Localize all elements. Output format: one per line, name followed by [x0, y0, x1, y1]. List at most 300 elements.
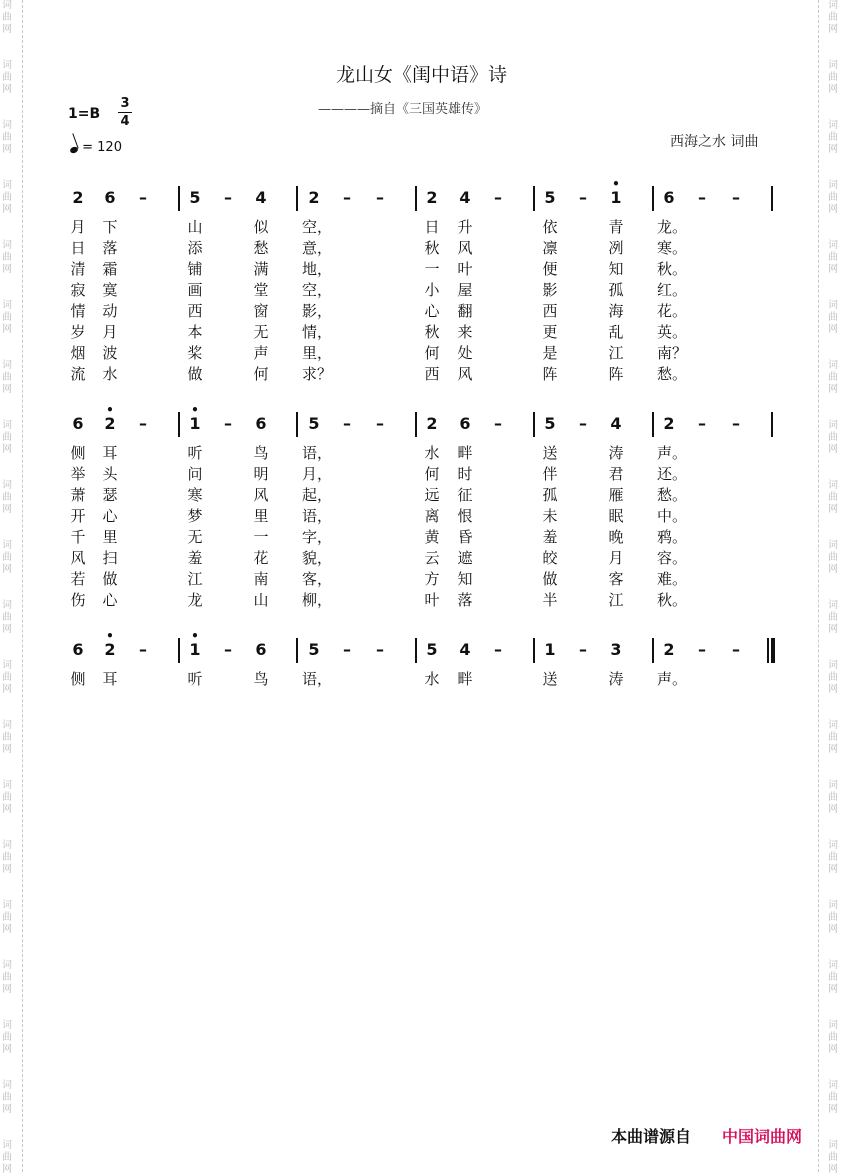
lyric-char: 远: [424, 486, 440, 504]
watermark-char: 网: [2, 384, 12, 395]
lyric-char: 伴: [542, 465, 558, 483]
note-value: –: [376, 640, 384, 659]
note-value: 2: [72, 188, 84, 207]
watermark-char: 曲: [828, 252, 838, 263]
lyric-char: 秋。: [657, 260, 688, 278]
lyric-char: 遮: [457, 549, 473, 567]
lyric-char: 风: [253, 486, 269, 504]
watermark-char: 词: [2, 300, 12, 311]
watermark-char: 曲: [828, 552, 838, 563]
lyric-char: 地，: [302, 260, 333, 278]
watermark-char: 词: [828, 120, 838, 131]
lyric-char: 南？: [657, 344, 688, 362]
watermark-char: 词: [828, 840, 838, 851]
watermark-char: 词: [828, 780, 838, 791]
lyric-char: 风: [457, 365, 473, 383]
watermark-stamp: [826, 960, 840, 996]
lyric-char: 龙。: [657, 218, 688, 236]
note: [486, 414, 510, 433]
lyric-char: 南: [253, 570, 269, 588]
lyric-char: 海: [608, 302, 624, 320]
watermark-stamp: [0, 960, 14, 996]
note-value: –: [698, 188, 706, 207]
lyric-char: 岁: [70, 323, 86, 341]
lyric-char: 里，: [302, 344, 333, 362]
note: [131, 414, 155, 433]
lyric-char: 容。: [657, 549, 688, 567]
note: [66, 414, 90, 433]
lyric-char: 山: [187, 218, 203, 236]
watermark-char: 网: [2, 924, 12, 935]
lyric-char: 意，: [302, 239, 333, 257]
watermark-stamp: [0, 1020, 14, 1056]
watermark-char: 曲: [2, 612, 12, 623]
lyric-char: 屋: [457, 281, 473, 299]
note-value: –: [579, 414, 587, 433]
lyric-char: 愁。: [657, 365, 688, 383]
watermark-char: 曲: [828, 492, 838, 503]
lyric-char: 雁: [608, 486, 624, 504]
lyric-char: 寞: [102, 281, 118, 299]
lyric-char: 柳，: [302, 591, 333, 609]
watermark-stamp: [826, 600, 840, 636]
watermark-char: 网: [828, 384, 838, 395]
watermark-char: 曲: [828, 1152, 838, 1163]
lyric-char: 桨: [187, 344, 203, 362]
lyric-char: 心: [424, 302, 440, 320]
watermark-char: 词: [2, 960, 12, 971]
time-signature-bar: [118, 112, 132, 113]
lyric-char: 征: [457, 486, 473, 504]
watermark-char: 词: [828, 480, 838, 491]
note: [690, 414, 714, 433]
watermark-char: 曲: [2, 1152, 12, 1163]
note-value: 5: [544, 414, 556, 433]
note-value: 5: [544, 188, 556, 207]
note: [604, 640, 628, 659]
watermark-stamp: [0, 0, 14, 36]
note-value: –: [139, 640, 147, 659]
note: [690, 640, 714, 659]
watermark-char: 词: [828, 180, 838, 191]
watermark-char: 曲: [828, 912, 838, 923]
note-value: 2: [426, 414, 438, 433]
note: [66, 188, 90, 207]
watermark-char: 网: [828, 204, 838, 215]
lyric-char: 空，: [302, 218, 333, 236]
note-value: –: [139, 414, 147, 433]
watermark-char: 网: [2, 504, 12, 515]
lyric-char: 动: [102, 302, 118, 320]
lyric-char: 月: [102, 323, 118, 341]
lyric-char: 听: [187, 670, 203, 688]
note: [368, 414, 392, 433]
lyric-char: 千: [70, 528, 86, 546]
note-value: –: [343, 640, 351, 659]
note: [216, 188, 240, 207]
lyric-char: 秋: [424, 323, 440, 341]
footer-site-name: 中国词曲网: [722, 1127, 803, 1146]
lyric-char: 寒。: [657, 239, 688, 257]
watermark-stamp: [0, 360, 14, 396]
lyric-char: 阵: [542, 365, 558, 383]
lyric-char: 一: [424, 260, 440, 278]
note-value: 6: [255, 414, 267, 433]
lyric-char: 依: [542, 218, 558, 236]
watermark-char: 网: [828, 504, 838, 515]
lyric-char: 英。: [657, 323, 688, 341]
watermark-char: 词: [2, 240, 12, 251]
lyric-char: 何: [253, 365, 269, 383]
note: [302, 414, 326, 433]
watermark-char: 网: [2, 984, 12, 995]
song-subtitle: ————摘自《三国英雄传》: [318, 102, 488, 117]
bar-line: [652, 186, 654, 211]
watermark-char: 曲: [2, 192, 12, 203]
lyric-char: 处: [457, 344, 473, 362]
note-value: 2: [663, 414, 675, 433]
watermark-stamp: [0, 420, 14, 456]
watermark-char: 网: [828, 924, 838, 935]
watermark-char: 网: [828, 24, 838, 35]
note-value: 1: [189, 640, 201, 659]
note-value: –: [139, 188, 147, 207]
lyric-char: 是: [542, 344, 558, 362]
watermark-char: 词: [828, 720, 838, 731]
lyric-char: 貌，: [302, 549, 333, 567]
watermark-stamp: [0, 1080, 14, 1116]
lyric-char: 云: [424, 549, 440, 567]
note-value: –: [343, 188, 351, 207]
watermark-char: 网: [828, 564, 838, 575]
watermark-char: 词: [828, 600, 838, 611]
note-value: –: [224, 414, 232, 433]
note-value: –: [732, 414, 740, 433]
lyric-char: 羞: [542, 528, 558, 546]
lyric-char: 水: [102, 365, 118, 383]
lyric-char: 日: [424, 218, 440, 236]
lyric-char: 下: [102, 218, 118, 236]
lyric-char: 龙: [187, 591, 203, 609]
note: [183, 403, 207, 433]
watermark-char: 曲: [828, 312, 838, 323]
note: [335, 188, 359, 207]
watermark-stamp: [0, 780, 14, 816]
note: [249, 188, 273, 207]
note-value: 2: [308, 188, 320, 207]
lyric-char: 鸦。: [657, 528, 688, 546]
watermark-char: 曲: [828, 1032, 838, 1043]
note-value: 5: [308, 640, 320, 659]
note: [690, 188, 714, 207]
watermark-char: 词: [828, 300, 838, 311]
note-value: 4: [255, 188, 267, 207]
note: [571, 640, 595, 659]
note-value: –: [494, 188, 502, 207]
note-value: 6: [255, 640, 267, 659]
lyric-char: 波: [102, 344, 118, 362]
lyric-char: 扫: [102, 549, 118, 567]
watermark-stamp: [826, 660, 840, 696]
lyric-char: 寒: [187, 486, 203, 504]
tempo-value: = 120: [82, 140, 122, 155]
watermark-char: 曲: [2, 912, 12, 923]
lyric-char: 皎: [542, 549, 558, 567]
lyric-char: 清: [70, 260, 86, 278]
lyric-char: 江: [608, 344, 624, 362]
watermark-stamp: [0, 720, 14, 756]
watermark-char: 曲: [2, 1092, 12, 1103]
watermark-char: 网: [2, 624, 12, 635]
bar-line: [178, 186, 180, 211]
watermark-char: 曲: [828, 132, 838, 143]
lyric-char: 做: [187, 365, 203, 383]
note-value: –: [494, 414, 502, 433]
lyric-char: 知: [608, 260, 624, 278]
time-signature-bottom: 4: [120, 114, 130, 129]
bar-line: [415, 186, 417, 211]
lyric-char: 日: [70, 239, 86, 257]
watermark-char: 词: [2, 0, 12, 11]
lyric-char: 耳: [102, 444, 118, 462]
watermark-char: 词: [2, 900, 12, 911]
lyric-char: 声: [253, 344, 269, 362]
lyric-char: 萧: [70, 486, 86, 504]
note: [453, 188, 477, 207]
note: [538, 188, 562, 207]
lyric-char: 还。: [657, 465, 688, 483]
watermark-char: 词: [828, 1020, 838, 1031]
watermark-char: 曲: [828, 972, 838, 983]
lyric-char: 情，: [302, 323, 333, 341]
watermark-char: 网: [828, 744, 838, 755]
watermark-char: 曲: [828, 432, 838, 443]
lyric-char: 来: [457, 323, 473, 341]
lyric-char: 何: [424, 344, 440, 362]
watermark-char: 网: [828, 1164, 838, 1175]
lyric-char: 孤: [542, 486, 558, 504]
lyric-char: 客: [608, 570, 624, 588]
lyric-char: 求？: [302, 365, 333, 383]
watermark-char: 网: [2, 324, 12, 335]
watermark-char: 曲: [828, 792, 838, 803]
final-bar-line: [771, 638, 775, 663]
lyric-char: 送: [542, 670, 558, 688]
lyric-char: 耳: [102, 670, 118, 688]
note: [249, 640, 273, 659]
watermark-stamp: [826, 720, 840, 756]
lyric-char: 凛: [542, 239, 558, 257]
high-octave-dot: •: [191, 629, 199, 643]
lyric-char: 里: [102, 528, 118, 546]
lyric-char: 涛: [608, 670, 624, 688]
watermark-char: 网: [828, 264, 838, 275]
watermark-char: 词: [2, 600, 12, 611]
lyric-char: 月: [70, 218, 86, 236]
bar-line: [652, 412, 654, 437]
lyric-char: 语，: [302, 444, 333, 462]
watermark-char: 曲: [2, 432, 12, 443]
lyric-char: 羞: [187, 549, 203, 567]
lyric-char: 难。: [657, 570, 688, 588]
watermark-char: 曲: [828, 372, 838, 383]
lyric-char: 恨: [457, 507, 473, 525]
note: [420, 414, 444, 433]
note-value: 2: [426, 188, 438, 207]
lyric-char: 畔: [457, 670, 473, 688]
watermark-char: 网: [2, 1104, 12, 1115]
note-value: –: [376, 414, 384, 433]
watermark-char: 曲: [2, 1032, 12, 1043]
bar-line: [296, 186, 298, 211]
lyric-char: 水: [424, 444, 440, 462]
lyric-char: 小: [424, 281, 440, 299]
watermark-char: 词: [2, 480, 12, 491]
song-title: 龙山女《闺中语》诗: [335, 64, 507, 86]
note: [368, 188, 392, 207]
lyric-char: 做: [542, 570, 558, 588]
lyric-char: 山: [253, 591, 269, 609]
watermark-char: 网: [2, 564, 12, 575]
watermark-char: 词: [2, 60, 12, 71]
watermark-char: 网: [828, 624, 838, 635]
lyric-char: 青: [608, 218, 624, 236]
note: [724, 640, 748, 659]
lyric-char: 花。: [657, 302, 688, 320]
watermark-char: 曲: [828, 12, 838, 23]
lyric-char: 冽: [608, 239, 624, 257]
watermark-char: 词: [2, 1080, 12, 1091]
watermark-char: 网: [828, 144, 838, 155]
lyric-char: 铺: [187, 260, 203, 278]
note: [98, 403, 122, 433]
lyric-char: 涛: [608, 444, 624, 462]
note-value: 6: [72, 414, 84, 433]
watermark-char: 词: [2, 660, 12, 671]
lyric-char: 西: [424, 365, 440, 383]
watermark-char: 曲: [828, 192, 838, 203]
note: [453, 640, 477, 659]
watermark-stamp: [826, 1020, 840, 1056]
note-value: –: [376, 188, 384, 207]
watermark-stamp: [826, 900, 840, 936]
watermark-stamp: [826, 1080, 840, 1116]
lyric-char: 昏: [457, 528, 473, 546]
high-octave-dot: •: [106, 629, 114, 643]
time-signature-top: 3: [120, 96, 130, 111]
watermark-char: 词: [828, 900, 838, 911]
watermark-stamp: [0, 180, 14, 216]
note-value: 6: [72, 640, 84, 659]
watermark-char: 词: [828, 240, 838, 251]
watermark-char: 曲: [2, 372, 12, 383]
lyric-char: 中。: [657, 507, 688, 525]
watermark-char: 词: [828, 960, 838, 971]
note: [183, 629, 207, 659]
bar-line: [296, 412, 298, 437]
lyric-char: 风: [457, 239, 473, 257]
note: [131, 188, 155, 207]
note-value: –: [732, 188, 740, 207]
watermark-char: 曲: [828, 1092, 838, 1103]
note: [183, 188, 207, 207]
lyric-char: 鸟: [253, 670, 269, 688]
watermark-char: 网: [2, 1164, 12, 1175]
watermark-stamp: [826, 300, 840, 336]
lyric-char: 画: [187, 281, 203, 299]
lyric-char: 乱: [608, 323, 624, 341]
watermark-char: 网: [828, 324, 838, 335]
note: [486, 640, 510, 659]
lyric-char: 月，: [302, 465, 333, 483]
lyric-char: 鸟: [253, 444, 269, 462]
lyric-char: 愁。: [657, 486, 688, 504]
note-value: 6: [663, 188, 675, 207]
watermark-char: 网: [2, 804, 12, 815]
lyric-char: 知: [457, 570, 473, 588]
lyric-char: 秋: [424, 239, 440, 257]
note: [604, 177, 628, 207]
lyric-char: 秋。: [657, 591, 688, 609]
bar-line: [533, 638, 535, 663]
note-value: 6: [104, 188, 116, 207]
note-value: 5: [426, 640, 438, 659]
note: [66, 640, 90, 659]
watermark-stamp: [0, 1140, 14, 1176]
watermark-char: 网: [828, 684, 838, 695]
lyric-char: 何: [424, 465, 440, 483]
watermark-stamp: [826, 360, 840, 396]
lyric-char: 做: [102, 570, 118, 588]
note: [538, 414, 562, 433]
lyric-char: 客，: [302, 570, 333, 588]
lyric-char: 月: [608, 549, 624, 567]
lyric-char: 情: [70, 302, 86, 320]
watermark-stamp: [0, 540, 14, 576]
lyric-char: 心: [102, 591, 118, 609]
lyric-char: 堂: [253, 281, 269, 299]
note: [571, 188, 595, 207]
lyric-char: 落: [457, 591, 473, 609]
watermark-char: 曲: [2, 12, 12, 23]
time-signature: [118, 96, 132, 129]
lyric-char: 叶: [424, 591, 440, 609]
watermark-char: 曲: [2, 492, 12, 503]
watermark-char: 网: [2, 264, 12, 275]
note-value: 2: [663, 640, 675, 659]
lyric-char: 声。: [657, 444, 688, 462]
high-octave-dot: •: [191, 403, 199, 417]
note: [216, 414, 240, 433]
lyric-char: 空，: [302, 281, 333, 299]
lyric-char: 离: [424, 507, 440, 525]
bar-line: [771, 412, 773, 437]
lyric-char: 半: [542, 591, 558, 609]
watermark-char: 词: [2, 420, 12, 431]
watermark-char: 词: [2, 840, 12, 851]
note-value: 3: [610, 640, 622, 659]
note-value: 1: [544, 640, 556, 659]
lyric-char: 头: [102, 465, 118, 483]
tempo-marking: [70, 140, 122, 155]
note-value: –: [224, 640, 232, 659]
lyric-char: 听: [187, 444, 203, 462]
lyric-char: 升: [457, 218, 473, 236]
note-value: 1: [189, 414, 201, 433]
lyric-char: 心: [102, 507, 118, 525]
watermark-char: 词: [2, 360, 12, 371]
lyric-char: 西: [542, 302, 558, 320]
